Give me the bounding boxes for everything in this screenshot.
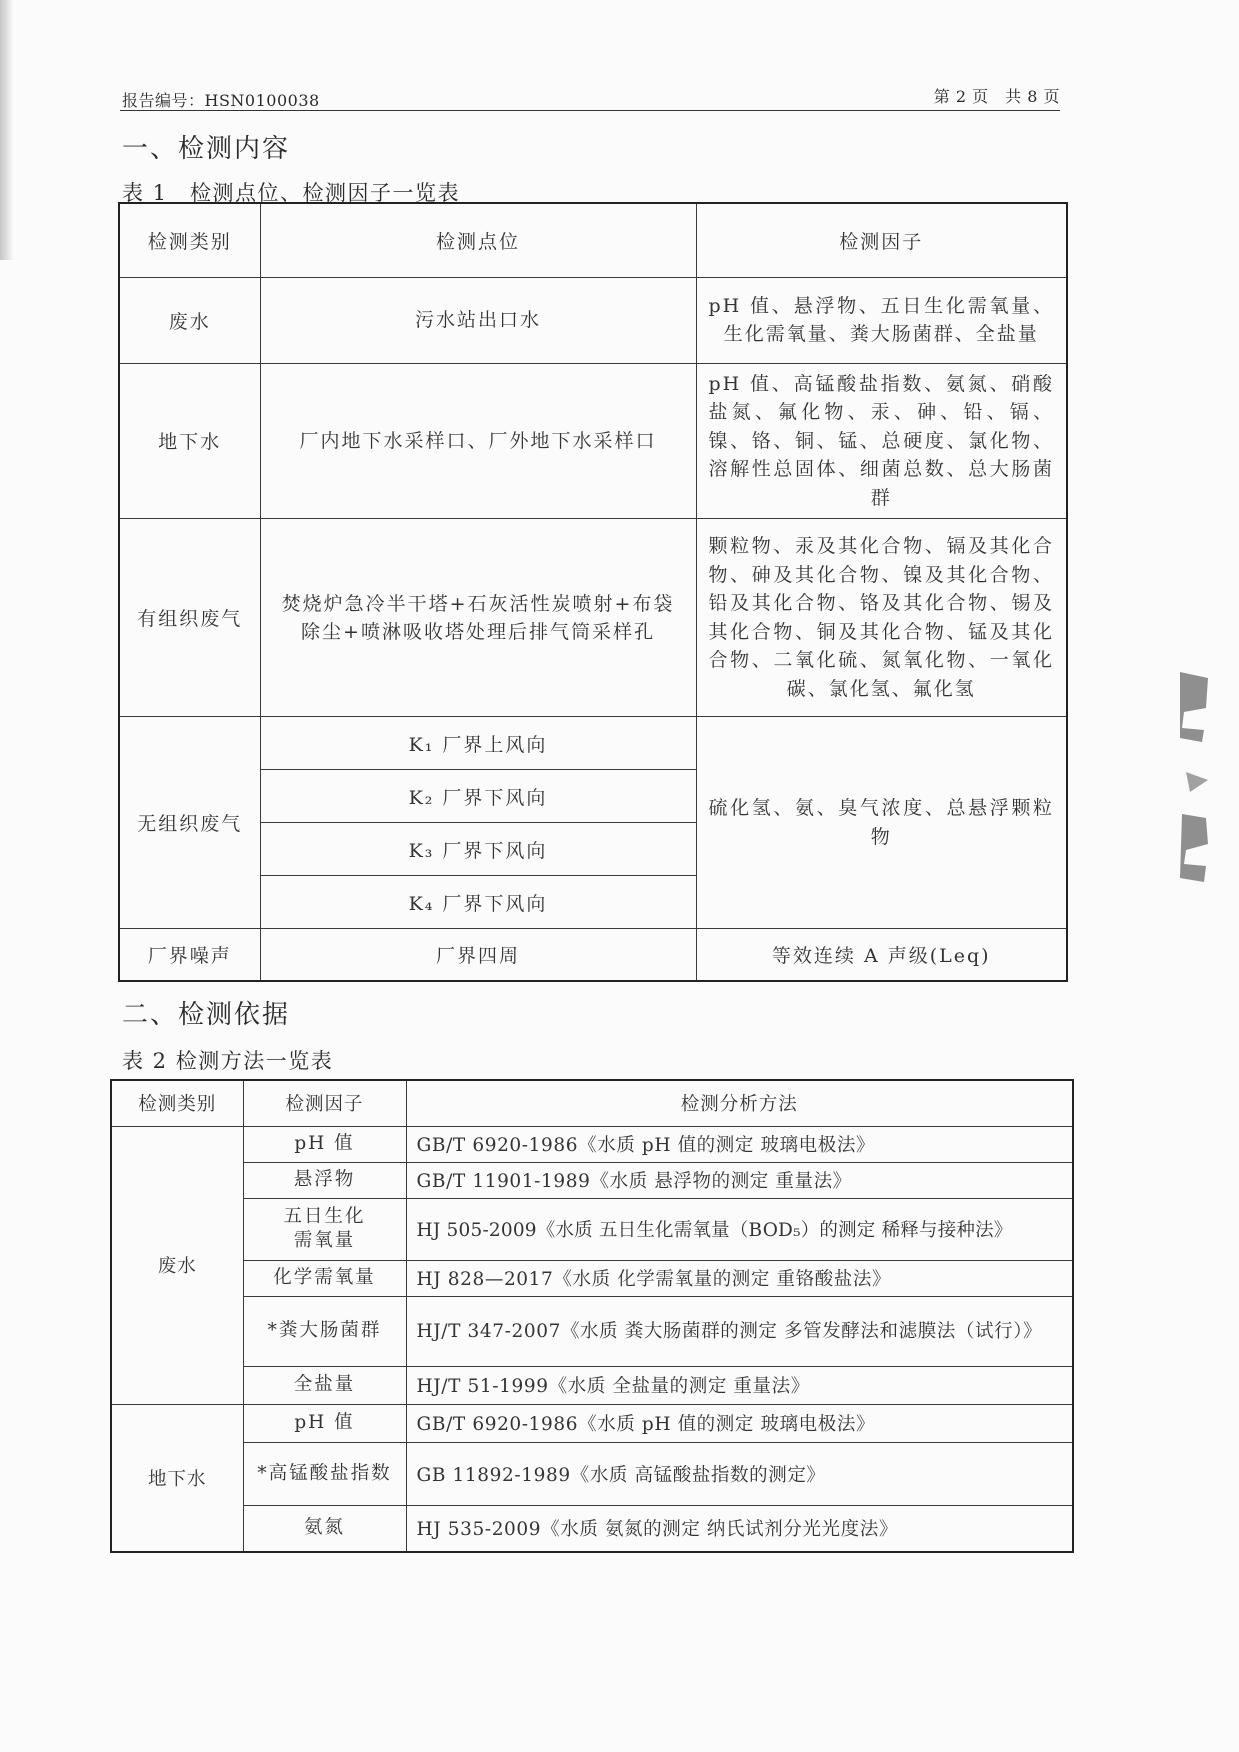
factor-cell: 氨氮 xyxy=(243,1505,406,1552)
category-cell: 有组织废气 xyxy=(119,519,260,717)
factor-cell: *粪大肠菌群 xyxy=(243,1296,406,1366)
factor-cell: pH 值、悬浮物、五日生化需氧量、生化需氧量、粪大肠菌群、全盐量 xyxy=(696,277,1067,363)
factor-cell: 全盐量 xyxy=(243,1366,406,1404)
method-cell: HJ/T 51-1999《水质 全盐量的测定 重量法》 xyxy=(406,1366,1073,1404)
factor-cell: 化学需氧量 xyxy=(243,1260,406,1296)
factor-cell: 颗粒物、汞及其化合物、镉及其化合物、砷及其化合物、镍及其化合物、铅及其化合物、铬及其化合物、锡及其化合物、铜及其化合物、锰及其化合物、二氧化硫、氮氧化物、一氧化碳、氯化氢、氟化氢 xyxy=(696,519,1067,717)
table-caption-2: 表 2 检测方法一览表 xyxy=(122,1049,334,1073)
method-cell: GB/T 11901-1989《水质 悬浮物的测定 重量法》 xyxy=(406,1162,1073,1198)
column-header: 检测类别 xyxy=(111,1080,243,1126)
factor-cell: pH 值、高锰酸盐指数、氨氮、硝酸盐氮、氟化物、汞、砷、铅、镉、镍、铬、铜、锰、总硬度、氯化物、溶解性总固体、细菌总数、总大肠菌群 xyxy=(696,363,1067,519)
factor-cell: *高锰酸盐指数 xyxy=(243,1442,406,1505)
site-cell: K₂ 厂界下风向 xyxy=(260,770,696,823)
column-header: 检测分析方法 xyxy=(406,1080,1073,1126)
column-header: 检测类别 xyxy=(119,203,260,277)
factor-cell: pH 值 xyxy=(243,1404,406,1442)
method-cell: HJ 828—2017《水质 化学需氧量的测定 重铬酸盐法》 xyxy=(406,1260,1073,1296)
site-cell: 厂界四周 xyxy=(260,929,696,981)
method-cell: GB/T 6920-1986《水质 pH 值的测定 玻璃电极法》 xyxy=(406,1404,1073,1442)
category-cell: 地下水 xyxy=(111,1404,243,1552)
section-heading-2: 二、检测依据 xyxy=(122,1000,291,1030)
site-cell: 厂内地下水采样口、厂外地下水采样口 xyxy=(260,363,696,519)
page-edge-shadow xyxy=(0,0,14,260)
detection-methods-table xyxy=(110,1079,1074,1553)
category-cell: 厂界噪声 xyxy=(119,929,260,981)
factor-cell: 硫化氢、氨、臭气浓度、总悬浮颗粒物 xyxy=(696,717,1067,929)
method-cell: GB/T 6920-1986《水质 pH 值的测定 玻璃电极法》 xyxy=(406,1126,1073,1162)
table-caption-1: 表 1 检测点位、检测因子一览表 xyxy=(122,181,461,205)
report-number: 报告编号：HSN0100038 xyxy=(122,91,320,110)
site-cell: K₃ 厂界下风向 xyxy=(260,823,696,876)
factor-cell: 悬浮物 xyxy=(243,1162,406,1198)
method-cell: HJ/T 347-2007《水质 粪大肠菌群的测定 多管发酵法和滤膜法（试行）》 xyxy=(406,1296,1073,1366)
category-cell: 废水 xyxy=(111,1126,243,1404)
detection-points-table xyxy=(118,202,1068,982)
column-header: 检测因子 xyxy=(243,1080,406,1126)
site-cell: 污水站出口水 xyxy=(260,277,696,363)
method-cell: HJ 535-2009《水质 氨氮的测定 纳氏试剂分光光度法》 xyxy=(406,1505,1073,1552)
site-cell: K₄ 厂界下风向 xyxy=(260,876,696,929)
factor-cell: pH 值 xyxy=(243,1126,406,1162)
factor-cell: 等效连续 A 声级(Leq) xyxy=(696,929,1067,981)
seal-stamp-fragment xyxy=(1176,668,1212,902)
site-cell: 焚烧炉急冷半干塔+石灰活性炭喷射+布袋除尘+喷淋吸收塔处理后排气筒采样孔 xyxy=(260,519,696,717)
method-cell: GB 11892-1989《水质 高锰酸盐指数的测定》 xyxy=(406,1442,1073,1505)
category-cell: 地下水 xyxy=(119,363,260,519)
factor-cell: 五日生化需氧量 xyxy=(243,1198,406,1260)
site-cell: K₁ 厂界上风向 xyxy=(260,717,696,770)
section-heading-1: 一、检测内容 xyxy=(122,134,291,164)
column-header: 检测因子 xyxy=(696,203,1067,277)
page-number: 第 2 页 共 8 页 xyxy=(933,87,1060,106)
category-cell: 废水 xyxy=(119,277,260,363)
column-header: 检测点位 xyxy=(260,203,696,277)
page-header xyxy=(120,84,1060,111)
method-cell: HJ 505-2009《水质 五日生化需氧量（BOD₅）的测定 稀释与接种法》 xyxy=(406,1198,1073,1260)
category-cell: 无组织废气 xyxy=(119,717,260,929)
